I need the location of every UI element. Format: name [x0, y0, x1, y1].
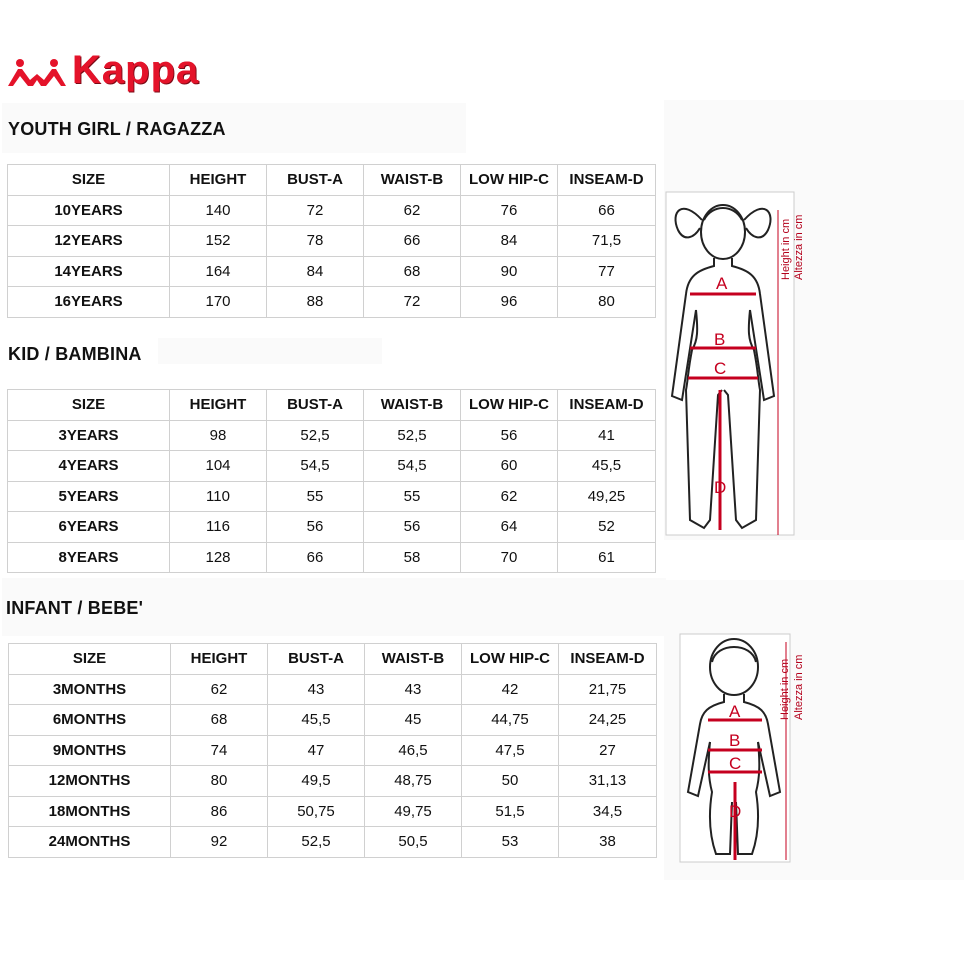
measurement-cell: 104 — [170, 451, 267, 482]
table-row — [9, 735, 657, 766]
column-header: HEIGHT — [170, 165, 267, 196]
measurement-cell: 45,5 — [558, 451, 656, 482]
infant-label-c: C — [729, 754, 742, 773]
measurement-cell: 21,75 — [559, 674, 657, 705]
measurement-cell: 84 — [461, 226, 558, 257]
measurement-cell: 80 — [171, 766, 268, 797]
table-row — [8, 542, 656, 573]
measurement-cell: 41 — [558, 420, 656, 451]
column-header: LOW HIP-C — [462, 644, 559, 675]
girl-label-b: B — [714, 330, 726, 349]
measurement-cell: 43 — [365, 674, 462, 705]
table-row — [9, 827, 657, 858]
table-row — [8, 226, 656, 257]
table-row — [9, 796, 657, 827]
measurement-cell: 96 — [461, 287, 558, 318]
measurement-cell: 43 — [268, 674, 365, 705]
column-header: SIZE — [9, 644, 171, 675]
table-row — [9, 674, 657, 705]
size-cell: 16YEARS — [8, 287, 170, 318]
measurement-cell: 68 — [171, 705, 268, 736]
size-cell: 24MONTHS — [9, 827, 171, 858]
measurement-cell: 54,5 — [364, 451, 461, 482]
measurement-cell: 47 — [268, 735, 365, 766]
girl-label-a: A — [716, 274, 728, 293]
measurement-cell: 84 — [267, 256, 364, 287]
measurement-cell: 49,5 — [268, 766, 365, 797]
measurement-cell: 52,5 — [268, 827, 365, 858]
measurement-cell: 77 — [558, 256, 656, 287]
measurement-cell: 60 — [461, 451, 558, 482]
infant-label-b: B — [729, 731, 741, 750]
size-cell: 8YEARS — [8, 542, 170, 573]
measurement-cell: 70 — [461, 542, 558, 573]
measurement-cell: 74 — [171, 735, 268, 766]
girl-height-label-it: Altezza in cm — [793, 214, 805, 280]
size-cell: 9MONTHS — [9, 735, 171, 766]
measurement-cell: 66 — [558, 195, 656, 226]
measurement-cell: 78 — [267, 226, 364, 257]
size-table-youth-girl — [7, 164, 656, 318]
size-cell: 14YEARS — [8, 256, 170, 287]
size-cell: 18MONTHS — [9, 796, 171, 827]
measurement-cell: 45,5 — [268, 705, 365, 736]
table-row — [8, 195, 656, 226]
column-header: BUST-A — [267, 165, 364, 196]
section-title-youth-girl: YOUTH GIRL / RAGAZZA — [8, 119, 226, 139]
measurement-cell: 164 — [170, 256, 267, 287]
brand-name: Kappa — [72, 48, 200, 92]
measurement-cell: 50,5 — [365, 827, 462, 858]
kappa-omini-icon — [6, 56, 68, 90]
table-row — [8, 481, 656, 512]
table-row — [9, 766, 657, 797]
section-title-kid: KID / BAMBINA — [8, 344, 142, 364]
size-cell: 5YEARS — [8, 481, 170, 512]
header-row — [9, 644, 657, 675]
measurement-cell: 56 — [461, 420, 558, 451]
measurement-cell: 24,25 — [559, 705, 657, 736]
measurement-cell: 56 — [364, 512, 461, 543]
measurement-cell: 152 — [170, 226, 267, 257]
measurement-cell: 98 — [170, 420, 267, 451]
size-cell: 6YEARS — [8, 512, 170, 543]
measurement-cell: 90 — [461, 256, 558, 287]
measurement-cell: 92 — [171, 827, 268, 858]
measurement-cell: 66 — [364, 226, 461, 257]
section-title-infant: INFANT / BEBE' — [6, 598, 144, 618]
measurement-cell: 31,13 — [559, 766, 657, 797]
measurement-cell: 50 — [462, 766, 559, 797]
column-header: HEIGHT — [171, 644, 268, 675]
size-cell: 3MONTHS — [9, 674, 171, 705]
table-row — [8, 420, 656, 451]
table-row — [8, 287, 656, 318]
infant-label-a: A — [729, 702, 741, 721]
measurement-cell: 128 — [170, 542, 267, 573]
measurement-cell: 88 — [267, 287, 364, 318]
measurement-cell: 44,75 — [462, 705, 559, 736]
column-header: WAIST-B — [364, 390, 461, 421]
measurement-cell: 80 — [558, 287, 656, 318]
size-cell: 12YEARS — [8, 226, 170, 257]
kappa-logo — [6, 48, 256, 94]
column-header: INSEAM-D — [558, 390, 656, 421]
measurement-cell: 170 — [170, 287, 267, 318]
column-header: BUST-A — [267, 390, 364, 421]
measurement-cell: 45 — [365, 705, 462, 736]
table-row — [9, 705, 657, 736]
measurement-cell: 61 — [558, 542, 656, 573]
measurement-cell: 55 — [364, 481, 461, 512]
measurement-cell: 62 — [364, 195, 461, 226]
column-header: WAIST-B — [365, 644, 462, 675]
column-header: LOW HIP-C — [461, 165, 558, 196]
measurement-cell: 86 — [171, 796, 268, 827]
girl-label-c: C — [714, 359, 727, 378]
measurement-cell: 52,5 — [267, 420, 364, 451]
size-cell: 3YEARS — [8, 420, 170, 451]
column-header: INSEAM-D — [559, 644, 657, 675]
table-row — [8, 512, 656, 543]
header-row — [8, 165, 656, 196]
size-cell: 10YEARS — [8, 195, 170, 226]
measurement-cell: 64 — [461, 512, 558, 543]
size-cell: 12MONTHS — [9, 766, 171, 797]
infant-label-d: D — [729, 802, 742, 821]
measurement-cell: 42 — [462, 674, 559, 705]
measurement-cell: 71,5 — [558, 226, 656, 257]
table-row — [8, 256, 656, 287]
measurement-cell: 76 — [461, 195, 558, 226]
measurement-cell: 68 — [364, 256, 461, 287]
infant-height-label-en: Height in cm — [779, 658, 791, 720]
measurement-cell: 66 — [267, 542, 364, 573]
measurement-cell: 53 — [462, 827, 559, 858]
girl-height-label-en: Height in cm — [780, 218, 792, 280]
measurement-cell: 140 — [170, 195, 267, 226]
column-header: BUST-A — [268, 644, 365, 675]
infant-height-label-it: Altezza in cm — [793, 654, 805, 720]
measurement-cell: 54,5 — [267, 451, 364, 482]
measurement-cell: 52,5 — [364, 420, 461, 451]
measurement-cell: 110 — [170, 481, 267, 512]
column-header: WAIST-B — [364, 165, 461, 196]
measurement-cell: 52 — [558, 512, 656, 543]
column-header: SIZE — [8, 165, 170, 196]
measurement-cell: 48,75 — [365, 766, 462, 797]
column-header: INSEAM-D — [558, 165, 656, 196]
measurement-cell: 38 — [559, 827, 657, 858]
measurement-cell: 47,5 — [462, 735, 559, 766]
measurement-cell: 49,25 — [558, 481, 656, 512]
column-header: LOW HIP-C — [461, 390, 558, 421]
size-table-kid — [7, 389, 656, 573]
infant-measurement-figure — [678, 632, 818, 867]
column-header: SIZE — [8, 390, 170, 421]
measurement-cell: 62 — [461, 481, 558, 512]
measurement-cell: 72 — [364, 287, 461, 318]
measurement-cell: 27 — [559, 735, 657, 766]
measurement-cell: 56 — [267, 512, 364, 543]
size-table-infant — [8, 643, 657, 858]
measurement-cell: 62 — [171, 674, 268, 705]
measurement-cell: 34,5 — [559, 796, 657, 827]
measurement-cell: 72 — [267, 195, 364, 226]
measurement-cell: 51,5 — [462, 796, 559, 827]
size-cell: 6MONTHS — [9, 705, 171, 736]
measurement-cell: 49,75 — [365, 796, 462, 827]
girl-label-d: D — [714, 478, 727, 497]
measurement-cell: 58 — [364, 542, 461, 573]
size-cell: 4YEARS — [8, 451, 170, 482]
header-row — [8, 390, 656, 421]
girl-measurement-figure — [664, 190, 814, 540]
table-row — [8, 451, 656, 482]
column-header: HEIGHT — [170, 390, 267, 421]
measurement-cell: 50,75 — [268, 796, 365, 827]
measurement-cell: 46,5 — [365, 735, 462, 766]
measurement-cell: 55 — [267, 481, 364, 512]
measurement-cell: 116 — [170, 512, 267, 543]
